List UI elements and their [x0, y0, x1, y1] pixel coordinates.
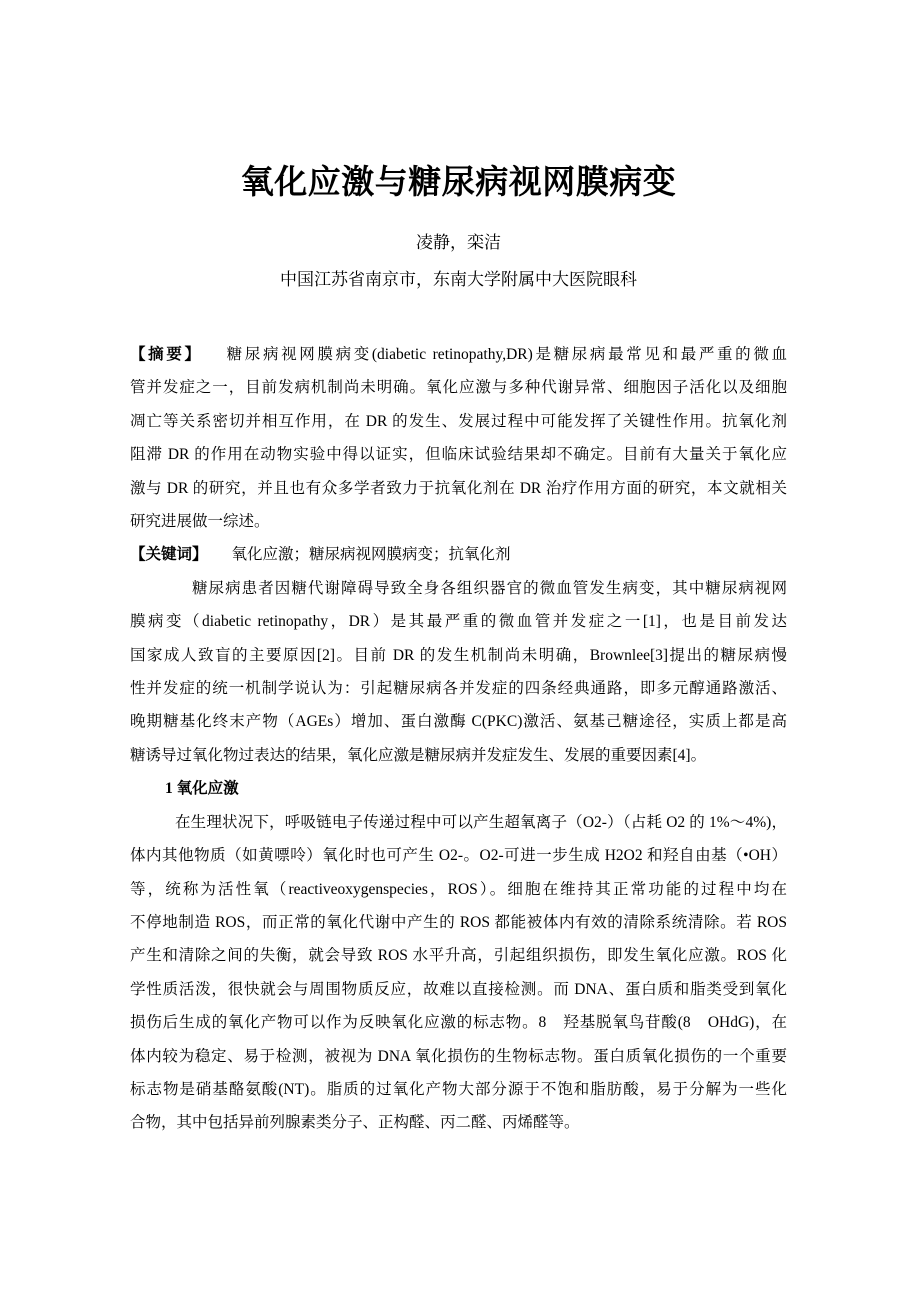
- abstract-label: 【摘要】: [130, 346, 203, 363]
- body-line: 凋亡等关系密切并相互作用，在 DR 的发生、发展过程中可能发挥了关键性作用。抗氧化剂: [130, 412, 787, 430]
- body-line: 晚期糖基化终末产物（AGEs）增加、蛋白激酶 C(PKC)激活、氨基己糖途径，实质上都是高: [130, 713, 787, 731]
- body-line: 体内其他物质（如黄嘌呤）氧化时也可产生 O2-。O2-可进一步生成 H2O2 和羟自由基（•OH）: [130, 847, 787, 865]
- section-heading: 1 氧化应激: [165, 780, 239, 798]
- document-body: [130, 338, 787, 1140]
- body-line: 损伤后生成的氧化产物可以作为反映氧化应激的标志物。8 羟基脱氧鸟苷酸(8 OHdG)，在: [130, 1014, 787, 1032]
- keywords-label: 【关键词】: [130, 546, 208, 564]
- body-line: 管并发症之一，目前发病机制尚未明确。氧化应激与多种代谢异常、细胞因子活化以及细胞: [130, 379, 787, 397]
- body-line: 国家成人致盲的主要原因[2]。目前 DR 的发生机制尚未明确，Brownlee[3]提出的糖尿病慢: [130, 646, 787, 664]
- body-line: 产生和清除之间的失衡，就会导致 ROS 水平升高，引起组织损伤，即发生氧化应激。ROS 化: [130, 947, 787, 965]
- body-line: 等，统称为活性氧（reactiveoxygenspecies，ROS）。细胞在维持其正常功能的过程中均在: [130, 880, 787, 898]
- body-line: 合物，其中包括异前列腺素类分子、正构醛、丙二醛、丙烯醛等。: [130, 1114, 580, 1132]
- body-line: 糖尿病患者因糖代谢障碍导致全身各组织器官的微血管发生病变，其中糖尿病视网: [192, 579, 787, 597]
- body-line: 膜病变（diabetic retinopathy，DR）是其最严重的微血管并发症之一[1]，也是目前发达: [130, 613, 787, 631]
- body-line: 激与 DR 的研究，并且也有众多学者致力于抗氧化剂在 DR 治疗作用方面的研究，本文就相关: [130, 479, 787, 497]
- line-text: 糖尿病视网膜病变(diabetic retinopathy,DR)是糖尿病最常见和最严重的微血: [226, 346, 787, 363]
- body-line: 在生理状况下，呼吸链电子传递过程中可以产生超氧离子（O2-）（占耗 O2 的 1%～4%)，: [175, 813, 787, 831]
- affiliation-line: 中国江苏省南京市，东南大学附属中大医院眼科: [280, 270, 637, 289]
- body-line: 体内较为稳定、易于检测，被视为 DNA 氧化损伤的生物标志物。蛋白质氧化损伤的一个重要: [130, 1047, 787, 1065]
- body-line: 研究进展做一综述。: [130, 513, 270, 531]
- body-line: 标志物是硝基酪氨酸(NT)。脂质的过氧化产物大部分源于不饱和脂肪酸，易于分解为一些化: [130, 1080, 787, 1098]
- keywords-line: [130, 538, 787, 571]
- body-line: 阻滞 DR 的作用在动物实验中得以证实，但临床试验结果却不确定。目前有大量关于氧化应: [130, 446, 787, 464]
- body-line: 性并发症的统一机制学说认为：引起糖尿病各并发症的四条经典通路，即多元醇通路激活、: [130, 680, 787, 698]
- page-title: 氧化应激与糖尿病视网膜病变: [240, 165, 677, 202]
- line-text: 氧化应激；糖尿病视网膜病变；抗氧化剂: [231, 546, 511, 564]
- abstract-line: [130, 338, 787, 371]
- body-line: 糖诱导过氧化物过表达的结果，氧化应激是糖尿病并发症发生、发展的重要因素[4]。: [130, 746, 707, 764]
- body-line: 学性质活泼，很快就会与周围物质反应，故难以直接检测。而 DNA、蛋白质和脂类受到氧化: [130, 980, 787, 998]
- body-line: 不停地制造 ROS，而正常的氧化代谢中产生的 ROS 都能被体内有效的清除系统清除。若 ROS: [130, 913, 787, 931]
- authors-line: 凌静，栾洁: [416, 233, 501, 252]
